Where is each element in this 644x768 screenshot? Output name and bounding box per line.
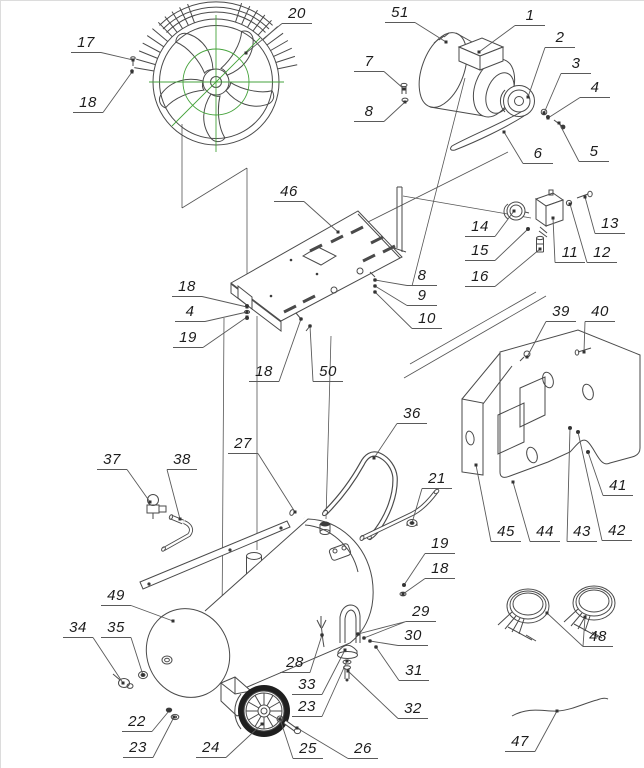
guard-rear-panel [500, 330, 640, 477]
leader-dot [132, 59, 135, 62]
pressure-switch [536, 190, 563, 237]
leader-dot [503, 131, 506, 134]
leader-dot [539, 248, 542, 251]
leader-dot [556, 710, 559, 713]
callout-label-17: 17 [77, 34, 95, 51]
callout-label-42: 42 [608, 522, 626, 539]
callout-label-50: 50 [319, 363, 337, 380]
v-belt [451, 112, 524, 150]
leader-line-27 [228, 454, 295, 513]
motor-rear-end [410, 26, 476, 114]
leader-line-18 [403, 579, 455, 595]
leader-dot [374, 291, 377, 294]
callout-label-25: 25 [299, 740, 317, 757]
leader-dot [246, 306, 249, 309]
callout-label-12: 12 [593, 244, 611, 261]
callout-label-14: 14 [471, 218, 489, 235]
callout-label-51: 51 [391, 4, 409, 21]
leader-line-37 [97, 470, 150, 503]
leader-dot [245, 52, 248, 55]
leader-dot [403, 88, 406, 91]
leader-dot [475, 464, 478, 467]
leader-line-36 [374, 424, 427, 459]
leader-dot [478, 51, 481, 54]
leader-dot [131, 71, 134, 74]
leader-dot [583, 351, 586, 354]
callout-label-35: 35 [107, 619, 125, 636]
leader-dot [577, 431, 580, 434]
leader-dot [512, 481, 515, 484]
motor-mount-bolt [401, 83, 408, 102]
leader-dot [526, 356, 529, 359]
leader-dot [344, 649, 347, 652]
leader-dot [513, 210, 516, 213]
leader-line-7 [354, 72, 404, 90]
leader-dot [294, 511, 297, 514]
cables [498, 586, 615, 716]
callout-label-8: 8 [417, 267, 427, 284]
leader-dot [309, 325, 312, 328]
elbow-tube-38 [161, 514, 191, 552]
leader-dot [445, 41, 448, 44]
callout-label-23: 23 [298, 698, 316, 715]
callout-label-8: 8 [364, 103, 374, 120]
leader-dot [584, 616, 587, 619]
callout-label-24: 24 [202, 739, 220, 756]
leader-dot [527, 96, 530, 99]
leader-dot [300, 318, 303, 321]
callout-label-44: 44 [536, 523, 554, 540]
callout-label-3: 3 [571, 55, 581, 72]
leader-dot [357, 633, 360, 636]
leader-dot [374, 279, 377, 282]
leader-dot [172, 620, 175, 623]
callout-label-18: 18 [178, 278, 196, 295]
tank-valve-37 [147, 495, 166, 520]
leader-dot [279, 718, 282, 721]
callout-label-45: 45 [497, 523, 515, 540]
callout-label-16: 16 [471, 268, 489, 285]
callout-label-21: 21 [428, 470, 446, 487]
leader-line-20 [246, 24, 312, 54]
callout-label-27: 27 [234, 435, 252, 452]
callout-label-39: 39 [552, 303, 570, 320]
callout-label-9: 9 [417, 287, 427, 304]
tank-fasteners-left [166, 708, 179, 720]
leader-dot [373, 457, 376, 460]
callout-label-6: 6 [533, 145, 543, 162]
callout-label-26: 26 [354, 740, 372, 757]
callout-label-5: 5 [589, 143, 599, 160]
leader-dot [246, 316, 249, 319]
leader-dot [375, 646, 378, 649]
leader-dot [168, 710, 171, 713]
leader-dot [337, 231, 340, 234]
callout-label-23: 23 [129, 739, 147, 756]
callout-label-18: 18 [79, 94, 97, 111]
leader-dot [374, 285, 377, 288]
callout-label-4: 4 [590, 79, 600, 96]
leader-dot [142, 674, 145, 677]
callout-label-4: 4 [185, 303, 195, 320]
leader-dot [404, 101, 407, 104]
callout-label-22: 22 [128, 713, 146, 730]
leader-dot [321, 634, 324, 637]
cooling-fins-left [134, 4, 194, 71]
callout-label-30: 30 [404, 627, 422, 644]
callout-label-38: 38 [173, 451, 191, 468]
power-cord-coil [498, 589, 549, 641]
outlet-pipe [359, 488, 439, 541]
callout-label-47: 47 [511, 733, 529, 750]
leader-line-51 [385, 23, 446, 43]
callout-label-34: 34 [69, 619, 87, 636]
leader-dot [363, 637, 366, 640]
tank-assembly [113, 451, 440, 737]
leader-dot [411, 522, 414, 525]
callout-label-28: 28 [286, 654, 304, 671]
callout-label-31: 31 [405, 662, 423, 679]
leader-dot [402, 593, 405, 596]
leader-line-4 [548, 98, 610, 119]
callout-label-37: 37 [103, 451, 121, 468]
leader-dot [346, 660, 349, 663]
callout-label-11: 11 [561, 244, 579, 261]
leader-dot [246, 311, 249, 314]
leader-dot [296, 727, 299, 730]
leader-dot [569, 427, 572, 430]
leader-dot [122, 682, 125, 685]
leader-dot [558, 122, 561, 125]
callout-label-10: 10 [418, 310, 436, 327]
callout-label-36: 36 [403, 405, 421, 422]
callout-label-2: 2 [555, 29, 565, 46]
callout-label-18: 18 [431, 560, 449, 577]
leader-line-2 [528, 48, 575, 98]
leader-dot [569, 203, 572, 206]
leader-line-35 [101, 638, 143, 676]
pressure-switch-assembly [504, 190, 592, 252]
callout-label-29: 29 [412, 603, 430, 620]
leader-dot [584, 196, 587, 199]
callout-label-46: 46 [280, 183, 298, 200]
callout-label-40: 40 [591, 303, 609, 320]
leader-dot [403, 584, 406, 587]
callout-label-32: 32 [404, 700, 422, 717]
leader-dot [347, 670, 350, 673]
callout-label-18: 18 [255, 363, 273, 380]
leader-dot [546, 612, 549, 615]
leader-dot [149, 501, 152, 504]
callout-label-48: 48 [589, 628, 607, 645]
callout-label-13: 13 [601, 215, 619, 232]
leader-line-17 [71, 53, 133, 61]
leader-dot [369, 640, 372, 643]
belt-guard [462, 330, 640, 477]
callout-label-1: 1 [525, 7, 535, 24]
leader-dot [173, 716, 176, 719]
callout-label-33: 33 [298, 676, 316, 693]
leader-dot [552, 217, 555, 220]
plate-support-rod [394, 187, 406, 252]
callout-label-43: 43 [573, 523, 591, 540]
callout-label-7: 7 [364, 53, 374, 70]
leader-dot [179, 518, 182, 521]
leader-dot [543, 112, 546, 115]
leader-dot [261, 723, 264, 726]
callout-label-41: 41 [609, 477, 627, 494]
pump-flywheel-fan [134, 2, 297, 152]
callout-label-15: 15 [471, 242, 489, 259]
leader-dot [587, 451, 590, 454]
leader-line-38 [167, 470, 197, 520]
breather-tube [512, 698, 608, 716]
center-lines [149, 15, 284, 152]
leader-dot [527, 228, 530, 231]
callout-label-20: 20 [288, 5, 306, 22]
leader-dot [547, 117, 550, 120]
mounting-plate [231, 187, 406, 331]
callout-label-19: 19 [431, 535, 449, 552]
leader-line-34 [63, 638, 123, 684]
callout-label-19: 19 [179, 329, 197, 346]
callout-label-49: 49 [107, 587, 125, 604]
